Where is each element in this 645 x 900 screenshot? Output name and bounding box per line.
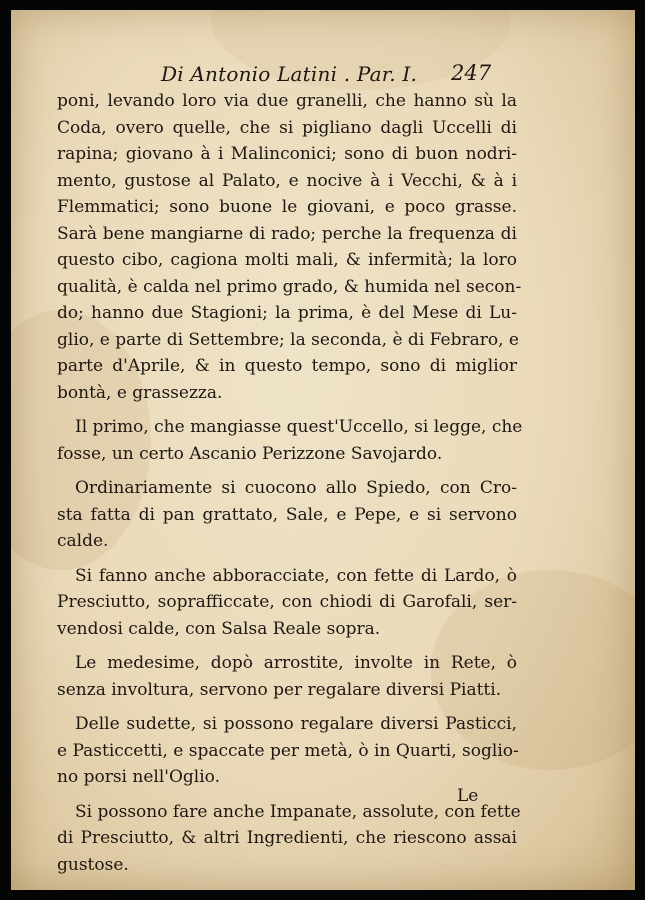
text-line: mento, gustose al Palato, e nocive à i Vecchi, & à i	[57, 170, 517, 191]
text-line: e Pasticcetti, e spaccate per metà, ò in Quarti, soglio-	[57, 740, 519, 761]
book-page	[11, 10, 635, 890]
text-line: vendosi calde, con Salsa Reale sopra.	[57, 618, 381, 639]
text-line: gustose.	[57, 854, 129, 875]
body-text	[57, 88, 523, 878]
text-line: Si possono fare anche Impanate, assolute, con fette	[75, 801, 521, 822]
text-line: Le medesime, dopò arrostite, involte in Rete, ò	[75, 653, 517, 673]
text-line: fosse, un certo Ascanio Perizzone Savojardo.	[57, 443, 443, 464]
text-line: questo cibo, cagiona molti mali, & infermità; la loro	[57, 250, 517, 270]
text-line: Il primo, che mangiasse quest'Uccello, si legge, che	[75, 417, 523, 437]
text-line: Presciutto, soprafficcate, con chiodi di Garofali, ser-	[57, 592, 517, 612]
paragraph-gap	[57, 555, 517, 563]
page-number: 247	[451, 61, 492, 85]
text-line: di Presciutto, & altri Ingredienti, che riescono assai	[57, 828, 517, 848]
text-line: parte d'Aprile, & in questo tempo, sono di miglior	[57, 356, 517, 376]
text-line: no porsi nell'Oglio.	[57, 767, 220, 787]
paragraph-gap	[57, 406, 517, 414]
text-line: do; hanno due Stagioni; la prima, è del Mese di Lu-	[57, 303, 517, 323]
text-line: qualità, è calda nel primo grado, & humida nel secon-	[57, 276, 522, 297]
paragraph-gap	[57, 703, 517, 711]
text-line: glio, e parte di Settembre; la seconda, è di Febraro, e	[57, 329, 519, 350]
text-line: poni, levando loro via due granelli, che hanno sù la	[57, 91, 517, 111]
text-line: Flemmatici; sono buone le giovani, e poco grasse.	[57, 197, 517, 217]
catchword: Le	[457, 786, 479, 806]
text-line: calde.	[57, 531, 109, 551]
text-line: Delle sudette, si possono regalare diversi Pasticci,	[75, 714, 517, 734]
text-line: Ordinariamente si cuocono allo Spiedo, con Cro-	[75, 478, 517, 498]
text-line: Si fanno anche abboracciate, con fette di Lardo, ò	[75, 565, 517, 586]
text-line: senza involtura, servono per regalare diversi Piatti.	[57, 679, 502, 700]
running-title: Di Antonio Latini . Par. I.	[161, 62, 418, 86]
paragraph-gap	[57, 642, 517, 650]
text-line: rapina; giovano à i Malinconici; sono di buon nodri-	[57, 144, 517, 164]
text-line: sta fatta di pan grattato, Sale, e Pepe, e si servono	[57, 504, 517, 525]
text-line: Coda, overo quelle, che si pigliano dagli Uccelli di	[57, 117, 517, 138]
paragraph-gap	[57, 791, 517, 799]
paragraph-gap	[57, 467, 517, 475]
text-line: bontà, e grassezza.	[57, 382, 223, 403]
text-line: Sarà bene mangiarne di rado; perche la frequenza di	[57, 223, 517, 244]
